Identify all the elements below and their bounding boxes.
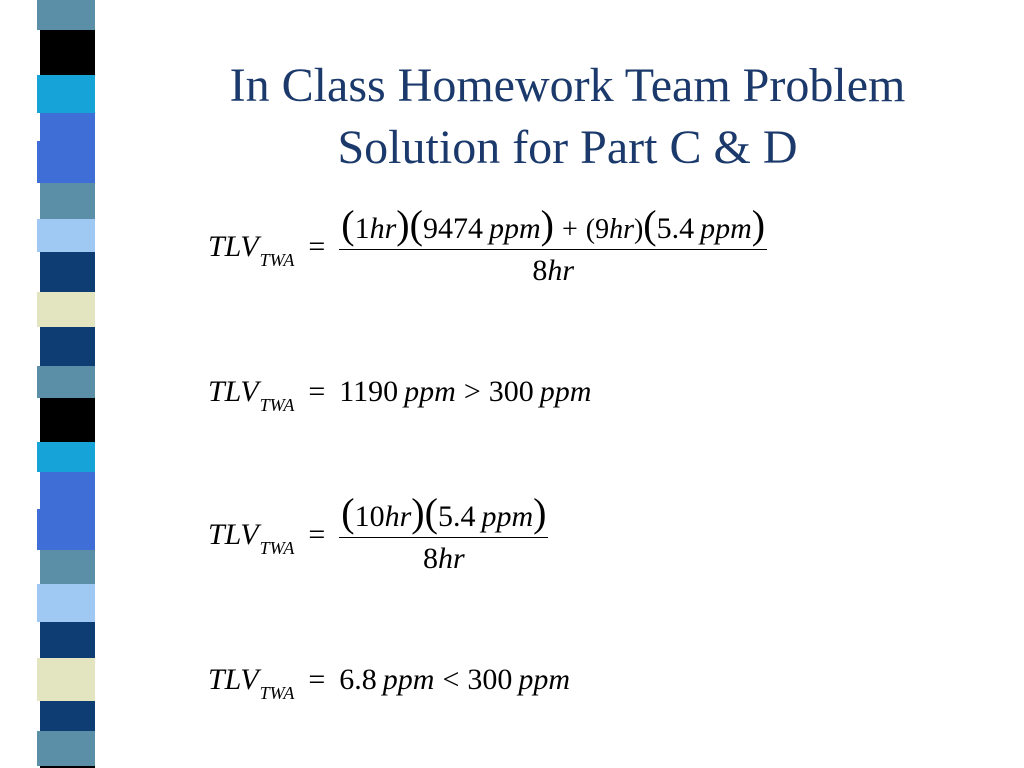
eq1-term-a: 1	[354, 212, 370, 245]
title-line-1: In Class Homework Team Problem	[229, 59, 906, 112]
eq1-term-d: 5.4	[656, 212, 695, 245]
eq1-den-unit: hr	[547, 254, 575, 287]
equation-3	[208, 490, 548, 576]
eq2-unit: ppm	[404, 375, 456, 408]
equation-1-numerator: ( 1 hr ) ( 9474 ppm ) + ( 9 hr ) ( 5.4 ppm )	[341, 202, 766, 247]
equation-3-fraction	[339, 490, 548, 576]
equals-sign: =	[308, 517, 326, 551]
stripe	[40, 701, 95, 731]
equation-3-lhs	[208, 517, 295, 558]
lhs-subscript: TWA	[259, 395, 295, 415]
eq3-term-a: 10	[354, 500, 385, 533]
equation-1-denominator	[532, 250, 574, 288]
lhs-main: TLV	[208, 375, 259, 408]
equation-3-denominator	[423, 538, 465, 576]
equals-sign: =	[308, 375, 326, 408]
stripe	[37, 0, 95, 30]
eq1-unit-hr-a: hr	[369, 212, 397, 245]
stripe	[40, 550, 95, 584]
stripe	[37, 219, 95, 252]
stripe	[40, 398, 95, 442]
equation-1-fraction	[339, 202, 767, 288]
equation-2	[208, 375, 592, 415]
eq4-unit: ppm	[382, 663, 435, 696]
eq1-den-number: 8	[532, 254, 548, 287]
eq4-comparison: <	[442, 663, 460, 696]
eq4-value: 6.8	[339, 663, 377, 696]
eq1-unit-hr-c: hr	[609, 214, 634, 245]
equation-1-lhs	[208, 229, 295, 270]
stripe	[40, 472, 95, 509]
equation-4-lhs	[208, 663, 295, 703]
stripe	[40, 30, 95, 75]
eq2-value: 1190	[339, 375, 399, 408]
equation-4	[208, 663, 571, 703]
equation-3-numerator: ( 10 hr ) ( 5.4 ppm )	[341, 490, 547, 535]
eq4-limit-unit: ppm	[518, 663, 571, 696]
eq3-den-unit: hr	[438, 542, 465, 575]
eq3-unit-ppm: ppm	[481, 500, 534, 533]
eq3-term-b: 5.4	[437, 500, 476, 533]
stripe	[37, 731, 95, 766]
eq1-unit-ppm-b: ppm	[488, 212, 541, 245]
lhs-subscript: TWA	[259, 249, 295, 270]
eq2-comparison: >	[463, 375, 481, 408]
equation-1	[208, 202, 767, 288]
lhs-subscript: TWA	[259, 537, 295, 558]
stripe	[37, 442, 95, 472]
stripe	[40, 327, 95, 366]
eq4-limit: 300	[467, 663, 513, 696]
stripe	[37, 292, 95, 327]
stripe	[37, 584, 95, 622]
stripe	[40, 183, 95, 219]
stripe	[37, 509, 95, 550]
lhs-main: TLV	[208, 229, 259, 263]
eq1-term-c: 9	[595, 214, 610, 245]
stripe	[37, 75, 95, 113]
eq1-term-b: 9474	[422, 212, 483, 245]
equation-2-lhs	[208, 375, 295, 415]
stripe	[37, 366, 95, 398]
lhs-main: TLV	[208, 517, 259, 551]
stripe	[37, 658, 95, 701]
title-line-2: Solution for Part C & D	[337, 121, 798, 174]
decorative-striped-bar	[35, 0, 105, 768]
lhs-main: TLV	[208, 663, 259, 696]
stripe	[40, 113, 95, 141]
eq3-unit-hr: hr	[384, 500, 412, 533]
eq1-unit-ppm-d: ppm	[700, 212, 752, 245]
equals-sign: =	[308, 663, 326, 696]
eq2-limit-unit: ppm	[539, 375, 592, 408]
eq1-plus: +	[561, 214, 578, 245]
eq3-den-number: 8	[423, 542, 438, 575]
eq2-limit: 300	[488, 375, 534, 408]
stripe	[40, 252, 95, 292]
stripe	[40, 622, 95, 658]
equals-sign: =	[308, 229, 326, 263]
stripe	[37, 141, 95, 183]
lhs-subscript: TWA	[259, 683, 295, 703]
slide-title	[115, 55, 1020, 179]
